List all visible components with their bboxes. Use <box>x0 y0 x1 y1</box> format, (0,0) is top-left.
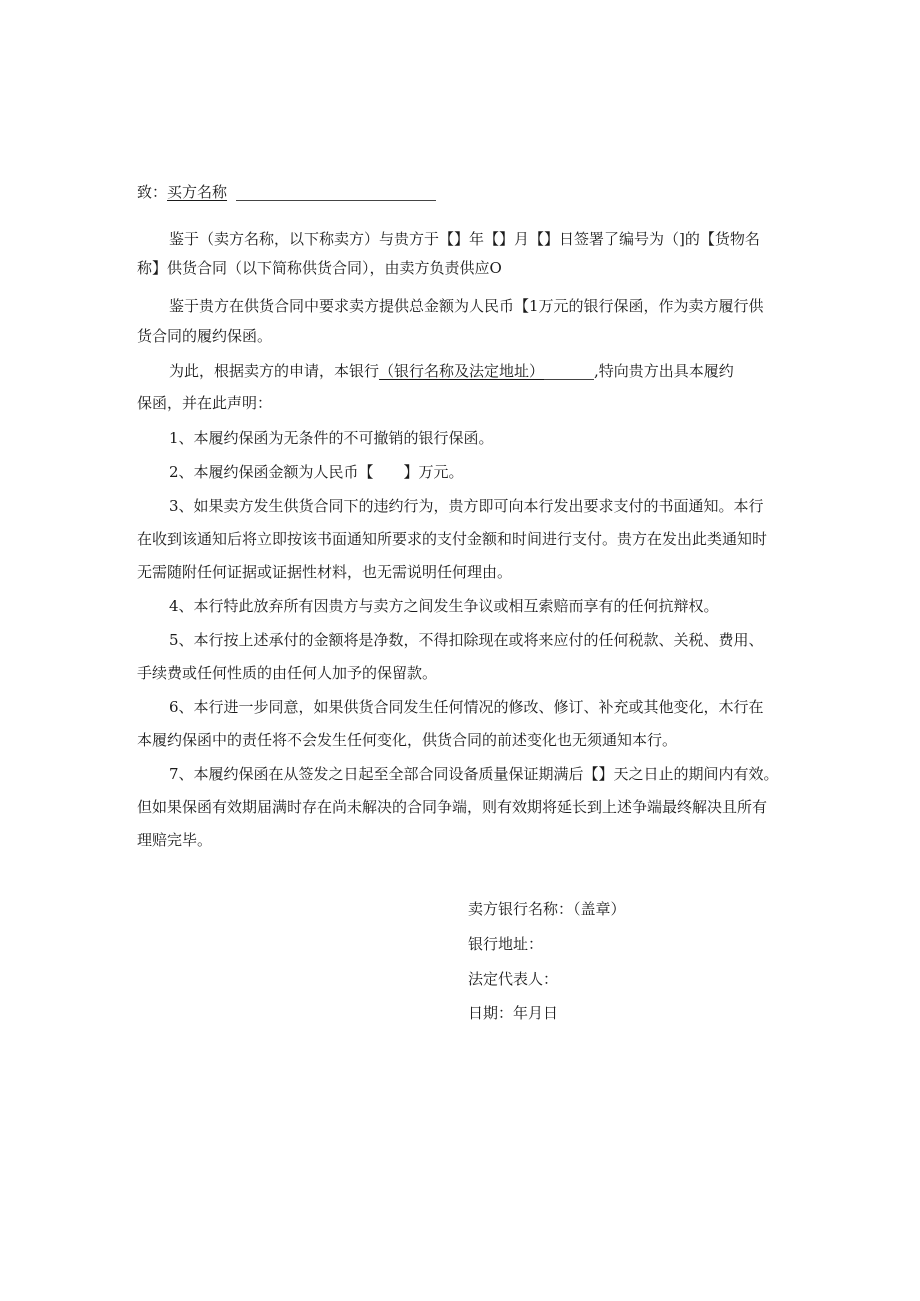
paragraph-3-tail: ,特向贵方出具本履约 <box>594 362 734 380</box>
bank-name-address-field: （银行名称及法定地址） <box>379 362 545 380</box>
clause-6-line-2: 本履约保函中的责任将不会发生任何变化，供货合同的前述变化也无须通知本行。 <box>137 731 678 749</box>
signature-legal-representative: 法定代表人： <box>468 970 559 988</box>
paragraph-3-line-1 <box>169 361 734 381</box>
clause-5-line-1: 5、本行按上述承付的金额将是净数，不得扣除现在或将来应付的任何税款、关税、费用、 <box>169 631 764 649</box>
bank-field-underline <box>544 365 594 380</box>
clause-3-line-2: 在收到该通知后将立即按该书面通知所要求的支付金额和时间进行支付。贵方在发出此类通知时 <box>137 530 768 548</box>
signature-bank-name: 卖方银行名称：（盖章） <box>468 900 626 918</box>
signature-bank-address: 银行地址： <box>468 935 544 953</box>
recipient-name: 买方名称 <box>167 183 228 201</box>
paragraph-1-line-1: 鉴于（卖方名称，以下称卖方）与贵方于【】年【】月【】日签署了编号为（]的【货物名 <box>169 230 760 248</box>
paragraph-1-line-2: 称】供货合同（以下简称供货合同），由卖方负责供应O <box>137 259 502 277</box>
clause-7-line-1: 7、本履约保函在从签发之日起至全部合同设备质量保证期满后【】天之日止的期间内有效。 <box>169 765 779 783</box>
paragraph-3-line-2: 保函，并在此声明： <box>137 394 273 412</box>
paragraph-3-lead: 为此，根据卖方的申请，本银行 <box>169 362 380 380</box>
salutation-prefix: 致： <box>137 183 168 201</box>
clause-3-line-1: 3、如果卖方发生供货合同下的违约行为，贵方即可向本行发出要求支付的书面通知。本行 <box>169 497 764 515</box>
clause-1: 1、本履约保函为无条件的不可撤销的银行保函。 <box>169 429 494 447</box>
paragraph-2-line-1: 鉴于贵方在供货合同中要求卖方提供总金额为人民币【1万元的银行保函，作为卖方履行供 <box>169 297 764 315</box>
clause-3-line-3: 无需随附任何证据或证据性材料，也无需说明任何理由。 <box>137 563 513 581</box>
clause-7-line-2: 但如果保函有效期届满时存在尚未解决的合同争端，则有效期将延长到上述争端最终解决且所有 <box>137 798 768 816</box>
salutation <box>137 182 227 202</box>
paragraph-2-line-2: 货合同的履约保函。 <box>137 327 273 345</box>
clause-7-line-3: 理赔完毕。 <box>137 831 213 849</box>
clause-5-line-2: 手续费或任何性质的由任何人加予的保留款。 <box>137 664 438 682</box>
recipient-blank-line <box>236 200 436 201</box>
clause-4: 4、本行特此放弃所有因贵方与卖方之间发生争议或相互索赔而享有的任何抗辩权。 <box>169 597 719 615</box>
clause-2: 2、本履约保函金额为人民币【 】万元。 <box>169 463 464 481</box>
clause-6-line-1: 6、本行进一步同意，如果供货合同发生任何情况的修改、修订、补充或其他变化，木行在 <box>169 698 764 716</box>
signature-date: 日期：年月日 <box>468 1004 559 1022</box>
